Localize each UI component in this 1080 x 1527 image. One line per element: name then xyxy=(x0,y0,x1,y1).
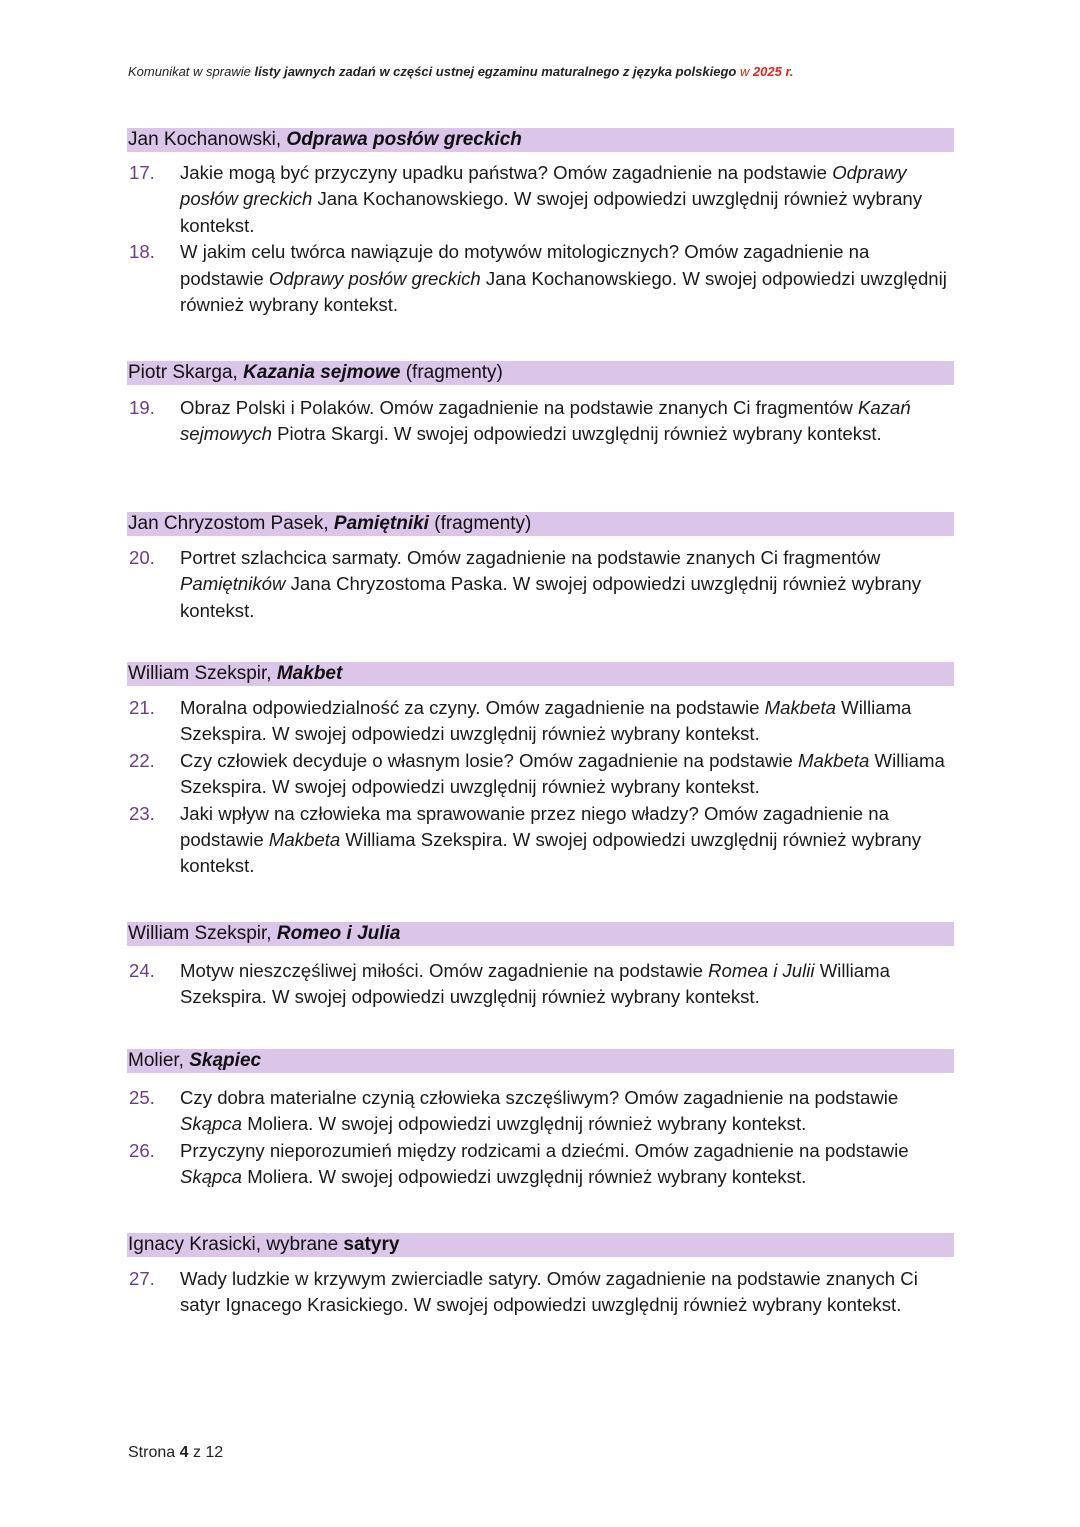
task-item: 21. Moralna odpowiedzialność za czyny. Omów zagadnienie na podstawie Makbeta Williama Szekspira. W swojej odpowiedzi uwzględnij również wybrany kontekst. xyxy=(129,697,912,745)
section-makbet xyxy=(127,662,954,880)
task-item: 19. Obraz Polski i Polaków. Omów zagadnienie na podstawie znanych Ci fragmentów Kazań sejmowych Piotra Skargi. W swojej odpowiedzi uwzględnij również wybrany kontekst. xyxy=(129,397,911,445)
task-item: 24. Motyw nieszczęśliwej miłości. Omów zagadnienie na podstawie Romea i Julii Williama Szekspira. W swojej odpowiedzi uwzględnij również wybrany kontekst. xyxy=(129,960,890,1008)
document-header: Komunikat w sprawie listy jawnych zadań w części ustnej egzaminu maturalnego z języka polskiego w 2025 r. xyxy=(128,64,794,79)
task-item: 20. Portret szlachcica sarmaty. Omów zagadnienie na podstawie znanych Ci fragmentów Pamiętników Jana Chryzostoma Paska. W swojej odpowiedzi uwzględnij również wybrany kontekst. xyxy=(129,547,921,621)
section-heading: Ignacy Krasicki, wybrane satyry xyxy=(127,1233,954,1257)
section-krasicki xyxy=(127,1233,954,1319)
section-heading: Molier, Skąpiec xyxy=(127,1049,954,1073)
section-heading: Jan Kochanowski, Odprawa posłów greckich xyxy=(127,128,954,152)
page-number: Strona 4 z 12 xyxy=(128,1444,224,1461)
task-item: 23. Jaki wpływ na człowieka ma sprawowanie przez niego władzy? Omów zagadnienie na podstawie Makbeta Williama Szekspira. W swojej odpowiedzi uwzględnij również wybrany kontekst. xyxy=(129,802,921,877)
task-item: 22. Czy człowiek decyduje o własnym losie? Omów zagadnienie na podstawie Makbeta Williama Szekspira. W swojej odpowiedzi uwzględnij również wybrany kontekst. xyxy=(129,749,945,798)
section-skarga xyxy=(127,361,954,448)
section-heading: William Szekspir, Makbet xyxy=(127,662,954,686)
task-item: 17. Jakie mogą być przyczyny upadku państwa? Omów zagadnienie na podstawie Odprawy posłów greckich Jana Kochanowskiego. W swojej odpowiedzi uwzględnij również wybrany kontekst. xyxy=(129,162,923,236)
section-heading: William Szekspir, Romeo i Julia xyxy=(127,922,954,946)
section-heading: Jan Chryzostom Pasek, Pamiętniki (fragmenty) xyxy=(127,512,954,536)
section-heading: Piotr Skarga, Kazania sejmowe (fragmenty) xyxy=(127,361,954,385)
section-kochanowski xyxy=(127,128,954,318)
task-item: 18. W jakim celu twórca nawiązuje do motywów mitologicznych? Omów zagadnienie na podstawie Odprawy posłów greckich Jana Kochanowskiego. W swojej odpowiedzi uwzględnij również wybrany kontekst. xyxy=(129,241,947,316)
task-item: 26. Przyczyny nieporozumień między rodzicami a dziećmi. Omów zagadnienie na podstawie Skąpca Moliera. W swojej odpowiedzi uwzględnij również wybrany kontekst. xyxy=(129,1139,909,1188)
section-romeo xyxy=(127,922,954,1011)
task-item: 27. Wady ludzkie w krzywym zwierciadle satyry. Omów zagadnienie na podstawie znanych Ci satyr Ignacego Krasickiego. W swojej odpowiedzi uwzględnij również wybrany kontekst. xyxy=(129,1268,918,1316)
section-pasek xyxy=(127,512,954,624)
task-item: 25. Czy dobra materialne czynią człowieka szczęśliwym? Omów zagadnienie na podstawie Skąpca Moliera. W swojej odpowiedzi uwzględnij również wybrany kontekst. xyxy=(129,1087,899,1135)
section-skapiec xyxy=(127,1049,954,1191)
